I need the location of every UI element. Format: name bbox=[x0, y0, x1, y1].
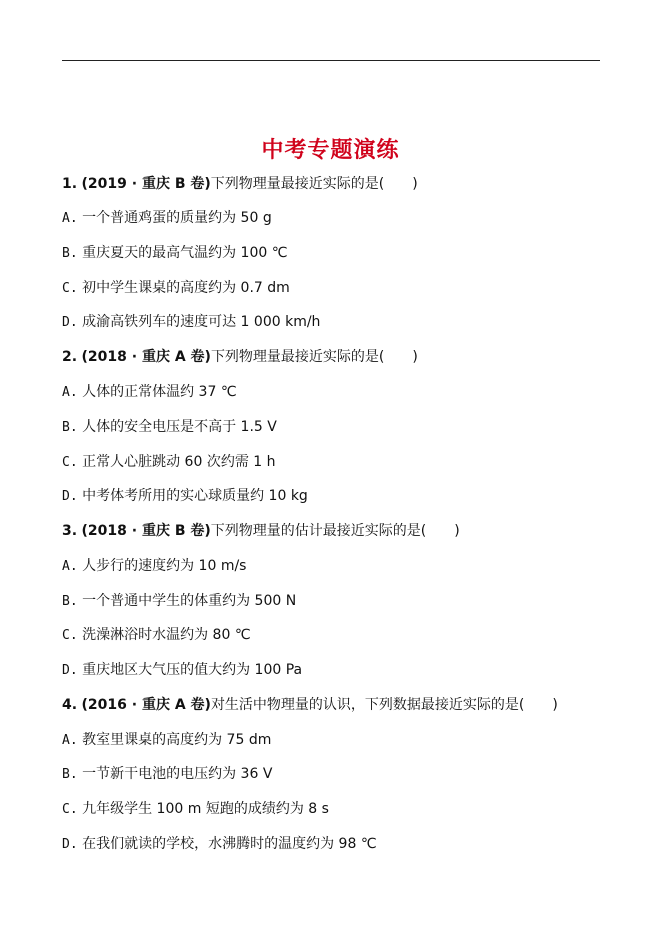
question-3-option-d bbox=[62, 660, 302, 681]
question-2 bbox=[62, 347, 418, 367]
question-2-option-c bbox=[62, 452, 276, 473]
option-text: 一个普通鸡蛋的质量约为 50 g bbox=[82, 210, 272, 226]
option-text: 人步行的速度约为 10 m/s bbox=[82, 558, 247, 574]
question-source: (2016 · 重庆 A 卷) bbox=[81, 697, 211, 713]
question-source: (2018 · 重庆 B 卷) bbox=[81, 523, 211, 539]
option-letter: B. bbox=[62, 246, 78, 261]
question-source: (2018 · 重庆 A 卷) bbox=[81, 349, 211, 365]
option-letter: A. bbox=[62, 211, 78, 226]
option-text: 重庆地区大气压的值大约为 100 Pa bbox=[82, 662, 303, 678]
option-text: 在我们就读的学校，水沸腾时的温度约为 98 ℃ bbox=[82, 836, 377, 852]
question-stem: 下列物理量最接近实际的是( ) bbox=[210, 349, 418, 365]
option-letter: D. bbox=[62, 315, 78, 330]
option-text: 一个普通中学生的体重约为 500 N bbox=[82, 593, 297, 609]
option-letter: B. bbox=[62, 594, 78, 609]
question-3 bbox=[62, 521, 460, 541]
option-text: 洗澡淋浴时水温约为 80 ℃ bbox=[82, 627, 251, 643]
option-text: 重庆夏天的最高气温约为 100 ℃ bbox=[82, 245, 288, 261]
question-number: 2. bbox=[62, 349, 78, 365]
option-letter: A. bbox=[62, 733, 78, 748]
question-number: 4. bbox=[62, 697, 78, 713]
option-letter: D. bbox=[62, 663, 78, 678]
question-1 bbox=[62, 174, 418, 194]
question-number: 3. bbox=[62, 523, 78, 539]
question-2-option-b bbox=[62, 417, 277, 438]
question-4-option-b bbox=[62, 764, 272, 785]
option-text: 教室里课桌的高度约为 75 dm bbox=[82, 732, 272, 748]
question-4-option-d bbox=[62, 834, 377, 855]
option-letter: A. bbox=[62, 559, 78, 574]
option-text: 初中学生课桌的高度约为 0.7 dm bbox=[82, 280, 290, 296]
option-letter: A. bbox=[62, 385, 78, 400]
question-4 bbox=[62, 695, 558, 715]
option-letter: C. bbox=[62, 281, 78, 296]
option-letter: B. bbox=[62, 767, 78, 782]
question-1-option-b bbox=[62, 243, 287, 264]
option-text: 正常人心脏跳动 60 次约需 1 h bbox=[82, 454, 276, 470]
question-1-option-c bbox=[62, 278, 290, 299]
page-title: 中考专题演练 bbox=[261, 138, 400, 163]
question-3-option-b bbox=[62, 591, 296, 612]
question-1-option-a bbox=[62, 208, 272, 229]
question-1-option-d bbox=[62, 312, 320, 333]
option-text: 成渝高铁列车的速度可达 1 000 km/h bbox=[82, 314, 321, 330]
question-stem: 下列物理量最接近实际的是( ) bbox=[210, 176, 418, 192]
option-letter: C. bbox=[62, 802, 78, 817]
question-stem: 对生活中物理量的认识，下列数据最接近实际的是( ) bbox=[210, 697, 558, 713]
option-letter: D. bbox=[62, 837, 78, 852]
question-4-option-c bbox=[62, 799, 329, 820]
question-2-option-a bbox=[62, 382, 237, 403]
header-rule bbox=[62, 60, 600, 61]
option-letter: C. bbox=[62, 455, 78, 470]
option-text: 中考体考所用的实心球质量约 10 kg bbox=[82, 488, 308, 504]
question-stem: 下列物理量的估计最接近实际的是( ) bbox=[210, 523, 460, 539]
question-number: 1. bbox=[62, 176, 78, 192]
question-4-option-a bbox=[62, 730, 271, 751]
question-3-option-a bbox=[62, 556, 246, 577]
option-text: 一节新干电池的电压约为 36 V bbox=[82, 766, 273, 782]
question-3-option-c bbox=[62, 625, 251, 646]
option-text: 九年级学生 100 m 短跑的成绩约为 8 s bbox=[82, 801, 329, 817]
option-text: 人体的正常体温约 37 ℃ bbox=[82, 384, 237, 400]
option-letter: C. bbox=[62, 628, 78, 643]
question-source: (2019 · 重庆 B 卷) bbox=[81, 176, 211, 192]
option-letter: B. bbox=[62, 420, 78, 435]
option-text: 人体的安全电压是不高于 1.5 V bbox=[82, 419, 277, 435]
question-2-option-d bbox=[62, 486, 308, 507]
option-letter: D. bbox=[62, 489, 78, 504]
